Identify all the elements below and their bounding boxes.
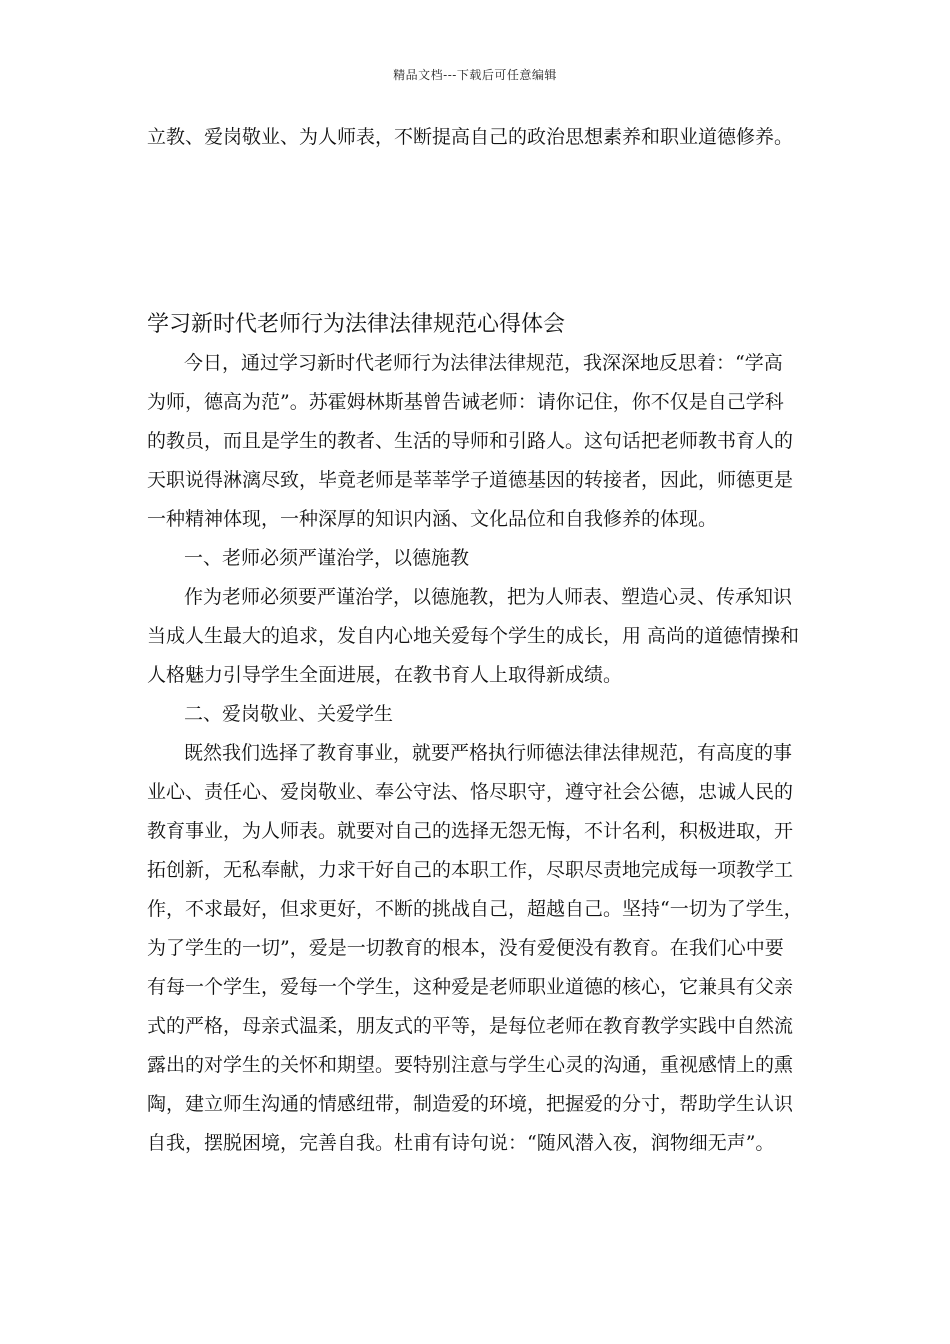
section2-line: 业心、责任心、爱岗敬业、奉公守法、恪尽职守，遵守社会公德，忠诚人民的 [147, 781, 794, 803]
section2-line: 陶，建立师生沟通的情感纽带，制造爱的环境，把握爱的分寸，帮助学生认识 [147, 1093, 794, 1115]
section1-line: 当成人生最大的追求，发自内心地关爱每个学生的成长，用 高尚的道德情操和 [147, 625, 800, 647]
section2-line: 为了学生的一切”，爱是一切教育的根本，没有爱便没有教育。在我们心中要 [147, 937, 784, 959]
section2-line: 式的严格，母亲式温柔，朋友式的平等，是每位老师在教育教学实践中自然流 [147, 1015, 794, 1037]
article-title: 学习新时代老师行为法律法律规范心得体会 [147, 312, 566, 337]
page-header: 精品文档---下载后可任意编辑 [393, 68, 557, 82]
top-paragraph-line: 立教、爱岗敬业、为人师表，不断提高自己的政治思想素养和职业道德修养。 [147, 126, 794, 148]
section2-line: 自我，摆脱困境，完善自我。杜甫有诗句说：“随风潜入夜，润物细无声”。 [147, 1132, 775, 1154]
section2-line: 教育事业，为人师表。就要对自己的选择无怨无悔，不计名利，积极进取，开 [147, 820, 794, 842]
section-heading-1: 一、老师必须严谨治学，以德施教 [184, 547, 470, 569]
intro-line: 一种精神体现，一种深厚的知识内涵、文化品位和自我修养的体现。 [147, 508, 718, 530]
section2-line: 作，不求最好，但求更好，不断的挑战自己，超越自己。坚持“一切为了学生， [147, 898, 803, 920]
section-heading-2: 二、爱岗敬业、关爱学生 [184, 703, 394, 725]
intro-line: 的教员，而且是学生的教者、生活的导师和引路人。这句话把老师教书育人的 [147, 430, 794, 452]
section2-line: 有每一个学生，爱每一个学生，这种爱是老师职业道德的核心，它兼具有父亲 [147, 976, 794, 998]
section2-line: 露出的对学生的关怀和期望。要特别注意与学生心灵的沟通，重视感情上的熏 [147, 1054, 794, 1076]
section2-line: 既然我们选择了教育事业，就要严格执行师德法律法律规范，有高度的事 [184, 742, 793, 764]
section1-line: 人格魅力引导学生全面进展，在教书育人上取得新成绩。 [147, 664, 623, 686]
section1-line: 作为老师必须要严谨治学，以德施教，把为人师表、塑造心灵、传承知识 [184, 586, 793, 608]
intro-line: 天职说得淋漓尽致，毕竟老师是莘莘学子道德基因的转接者，因此，师德更是 [147, 469, 794, 491]
intro-line: 今日，通过学习新时代老师行为法律法律规范，我深深地反思着：“学高 [184, 352, 783, 374]
section2-line: 拓创新，无私奉献，力求干好自己的本职工作，尽职尽责地完成每一项教学工 [147, 859, 794, 881]
intro-line: 为师，德高为范”。苏霍姆林斯基曾告诫老师：请你记住，你不仅是自己学科 [147, 391, 784, 413]
